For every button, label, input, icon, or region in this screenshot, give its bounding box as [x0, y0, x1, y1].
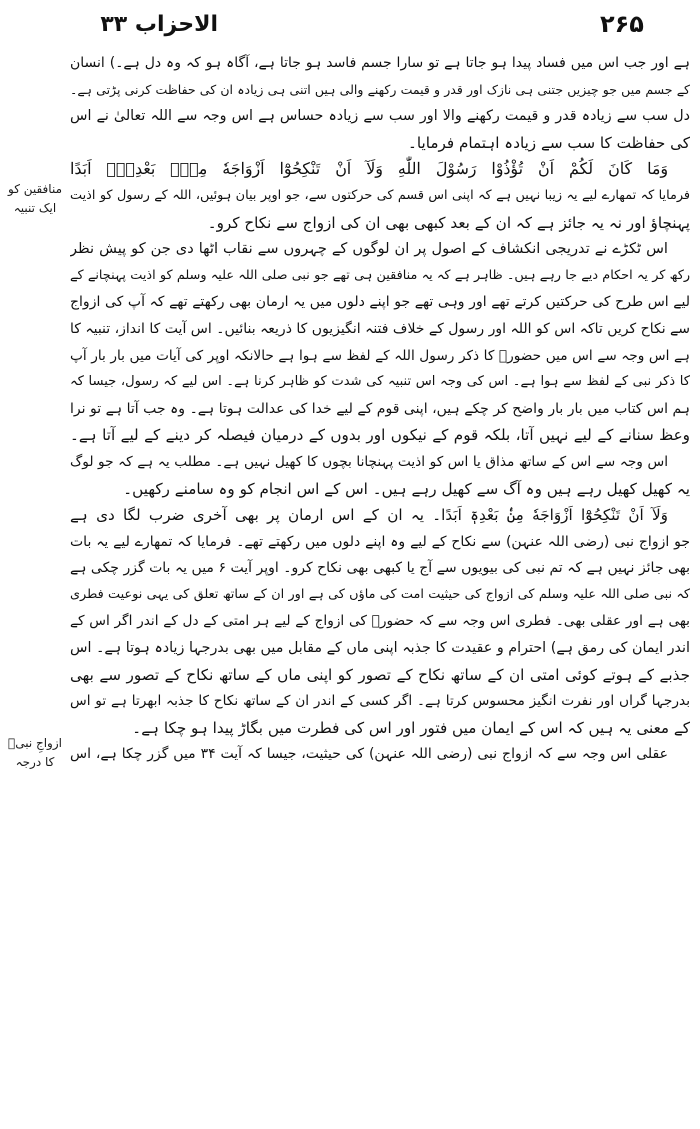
margin-note-line: ازواجِ نبیؐ — [8, 736, 62, 750]
text-line: بھی جائز نہیں ہے کہ تم نبی کی بیویوں سے آج یا کبھی بھی نکاح کرو۔ اوپر آیت ۶ میں یہ بات گزر چکی ہے — [70, 560, 690, 577]
commentary-body — [70, 50, 690, 1125]
text-line: بدرجہا گراں اور نفرت انگیز محسوس کرتا ہے۔ اگر کسی کے اندر ان کے ساتھ نکاح کا جذبہ ابھرتا ہے تو اس — [70, 693, 690, 710]
margin-note-line: کا درجہ — [15, 755, 55, 769]
text-line: وعظ سنانے کے لیے نہیں آتا، بلکہ قوم کے نیکوں اور بدوں کے درمیان فیصلہ کر دینے کے لیے آتا ہے۔ — [70, 426, 690, 445]
text-line: رکھ کر یہ احکام دیے جا رہے ہیں۔ ظاہر ہے کہ یہ منافقین ہی تھے جو نبی صلی اللہ علیہ وسلم کو اذیت پہنچانے کے — [70, 267, 690, 283]
text-line: یہ کھیل کھیل رہے ہیں وہ آگ سے کھیل رہے ہیں۔ اس کے اس انجام کو وہ سامنے رکھیں۔ — [123, 479, 690, 498]
text-line: اس وجہ سے اس کے ساتھ مذاق یا اس کو اذیت پہنچانا بچوں کا کھیل نہیں ہے۔ مطلب یہ ہے کہ جو لوگ — [70, 453, 668, 470]
surah-header: الاحزاب ۳۳ — [100, 12, 218, 37]
text-line: جو ازواج نبی (رضی اللہ عنہن) سے نکاح کے لیے وہ اپنے دلوں میں رکھتے تھے۔ فرمایا کہ تمھارے لیے یہ بات — [70, 533, 690, 550]
page-number: ۲۶۵ — [600, 10, 644, 38]
text-line: جذبے کے ہوتے کوئی امتی ان کے ساتھ نکاح کے تصور کو اپنی ماں کے ساتھ نکاح کے تصور سے بھی — [70, 665, 690, 684]
margin-note-line: ایک تنبیہ — [13, 201, 57, 215]
text-line: کے جسم میں جو چیزیں جتنی ہی نازک اور قدر و قیمت رکھنے والی ہیں اتنی ہی زیادہ ان کی حفاظت کرنی پڑتی ہے۔ — [70, 81, 690, 97]
text-line: ہے اس وجہ سے اس میں حضورؐ کا ذکر رسول اللہ کے لفظ سے ہوا ہے حالانکہ اوپر کی آیات میں بار بار آپ — [70, 347, 690, 364]
text-line: ہم اس کتاب میں بار بار واضح کر چکے ہیں، اپنی قوم کے لیے خدا کی عدالت ہوتا ہے۔ وہ جب آتا ہے تو نرا — [70, 400, 690, 417]
text-line: اس ٹکڑے نے تدریجی انکشاف کے اصول پر ان لوگوں کے چہروں سے نقاب اٹھا دی جن کو پیش نظر — [70, 240, 668, 258]
margin-note-munafiqin — [2, 180, 68, 218]
text-line: کی حفاظت کا سب سے زیادہ اہتمام فرمایا۔ — [407, 133, 690, 152]
text-line: دل سب سے زیادہ قدر و قیمت رکھنے والا اور سب سے زیادہ حساس ہے اس وجہ سے اللہ تعالیٰ نے اس — [70, 108, 690, 125]
text-line: کہ نبی صلی اللہ علیہ وسلم کی ازواج کی حیثیت امت کی ماؤں کی ہے اور ان کے ساتھ تعلق کی یہی نوعیت فطری — [70, 586, 690, 602]
quran-verse-line: وَمَا كَانَ لَكُمْ اَنْ تُؤْذُوْا رَسُوْلَ اللّٰهِ وَلَآ اَنْ تَنْكِحُوْٓا اَزْوَاجَهٗ مِنْۢ بَعْدِهٖٓ اَبَدًا — [70, 159, 668, 179]
text-line: پہنچاؤ اور نہ یہ جائز ہے کہ ان کے بعد کبھی بھی ان کی ازواج سے نکاح کرو۔ — [207, 213, 690, 232]
text-line: اندر ایمان کی رمق ہے) احترام و عقیدت کا جذبہ اپنی ماں کے مقابل میں بھی بدرجہا زیادہ ہوتا ہے۔ اس — [70, 640, 690, 657]
margin-note-line: منافقین کو — [8, 182, 62, 196]
text-line: بھی ہے اور عقلی بھی۔ فطری اس وجہ سے کہ حضورؐ کی ازواج کے لیے ہر امتی کے دل کے اندر اگر اس کے — [70, 613, 690, 630]
text-line: کا ذکر نبی کے لفظ سے ہوا ہے۔ اس کی وجہ اس تنبیہ کی شدت کو ظاہر کرنا ہے۔ اس لیے کہ رسول، جیسا کہ — [70, 374, 690, 390]
margin-note-azwaj — [2, 734, 68, 772]
text-line: سے نکاح کریں تاکہ اس کو اللہ اور رسول کے خلاف فتنہ انگیزیوں کا ذریعہ بنائیں۔ اس آیت کا انداز، تنبیہ کا — [70, 320, 690, 337]
text-line: کے معنی یہ ہیں کہ اس کے ایمان میں فتور اور اس کی فطرت میں بگاڑ پیدا ہو چکا ہے۔ — [132, 718, 690, 737]
text-line: لیے اس طرح کی حرکتیں کرتے تھے اور وہی تھے جو اپنے دلوں میں یہ ارمان بھی رکھتے تھے کہ آپ کی ازواج — [70, 294, 690, 311]
text-line: فرمایا کہ تمھارے لیے یہ زیبا نہیں ہے کہ اپنی اس قسم کی حرکتوں سے، جو اوپر بیان ہوئیں، اللہ کے رسول کو اذیت — [70, 187, 690, 203]
text-line: عقلی اس وجہ سے کہ ازواج نبی (رضی اللہ عنہن) کی حیثیت، جیسا کہ آیت ۳۴ میں گزر چکا ہے، اس — [70, 746, 668, 763]
text-line: ہے اور جب اس میں فساد پیدا ہو جاتا ہے تو سارا جسم فاسد ہو جاتا ہے، آگاہ ہو کہ وہ دل ہے۔) انسان — [70, 55, 690, 71]
text-line: وَلَآ اَنْ تَنْكِحُوْٓا اَزْوَاجَهٗ مِنْۢ بَعْدِهٖٓ اَبَدًا۔ یہ ان کے اس ارمان پر بھی آخری ضرب لگا دی ہے — [70, 506, 668, 525]
